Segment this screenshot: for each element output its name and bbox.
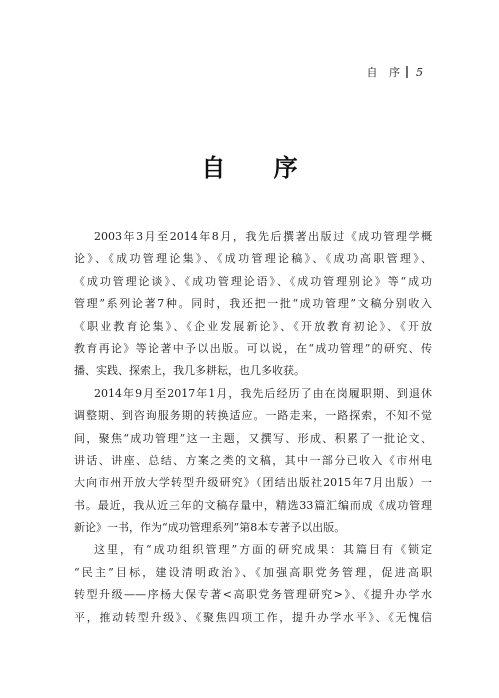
paragraph-2-line-6: 书。最近，我从近三年的文稿存量中，精选33篇汇编而成《成功管理 <box>74 498 432 512</box>
paragraph-2-line-2: 调整期、到咨询服务期的转换适应。一路走来，一路探索，不知不觉 <box>74 409 432 423</box>
page-number: 5 <box>416 65 423 79</box>
paragraph-1-line-3: 《成功管理论谈》、《成功管理论语》、《成功管理别论》等“成功 <box>74 274 432 288</box>
body-text <box>74 226 432 629</box>
running-head-divider <box>406 66 408 78</box>
chapter-title: 自 序 <box>201 153 318 182</box>
paragraph-1-line-4: 管理”系列论著7种。同时，我还把一批“成功管理”文稿分别收入 <box>74 297 432 311</box>
paragraph-2-line-3: 间，聚焦“成功管理”这一主题，又撰写、形成、积累了一批论文、 <box>74 431 432 445</box>
paragraph-2-line-1: 2014年9月至2017年1月，我先后经历了由在岗履职期、到退休 <box>94 386 432 400</box>
paragraph-1-line-1: 2003年3月至2014年8月，我先后撰著出版过《成功管理学概 <box>94 230 432 243</box>
paragraph-3-line-4: 平，推动转型升级》、《聚焦四项工作，提升办学水平》、《无愧信 <box>74 610 432 624</box>
paragraph-2-line-4: 讲话、讲座、总结、方案之类的文稿，其中一部分已收入《市州电 <box>74 453 432 467</box>
running-head-section: 自 序 <box>366 66 404 79</box>
paragraph-2-line-5: 大向市州开放大学转型升级研究》（团结出版社2015年7月出版）一 <box>74 476 432 490</box>
paragraph-3-line-3: 转型升级——序杨大保专著<高职党务管理研究>》、《提升办学水 <box>74 588 432 602</box>
paragraph-1-line-2: 论》、《成功管理论集》、《成功管理论稿》、《成功高职管理》、 <box>74 252 432 266</box>
running-head <box>367 64 424 80</box>
paragraph-1-line-5: 《职业教育论集》、《企业发展新论》、《开放教育初论》、《开放 <box>74 319 432 333</box>
paragraph-1-line-6: 教育再论》等论著中予以出版。可以说，在“成功管理”的研究、传 <box>74 341 432 355</box>
paragraph-3-line-1: 这里，有“成功组织管理”方面的研究成果：其篇目有《锁定 <box>94 543 432 557</box>
paragraph-3-line-2: “民主”目标，建设清明政治》、《加强高职党务管理，促进高职 <box>74 565 432 579</box>
paragraph-1-line-7: 播、实践、探索上，我几多耕耘，也几多收获。 <box>74 364 305 378</box>
paragraph-2-line-7: 新论》一书，作为“成功管理系列”第8本专著予以出版。 <box>74 521 346 535</box>
